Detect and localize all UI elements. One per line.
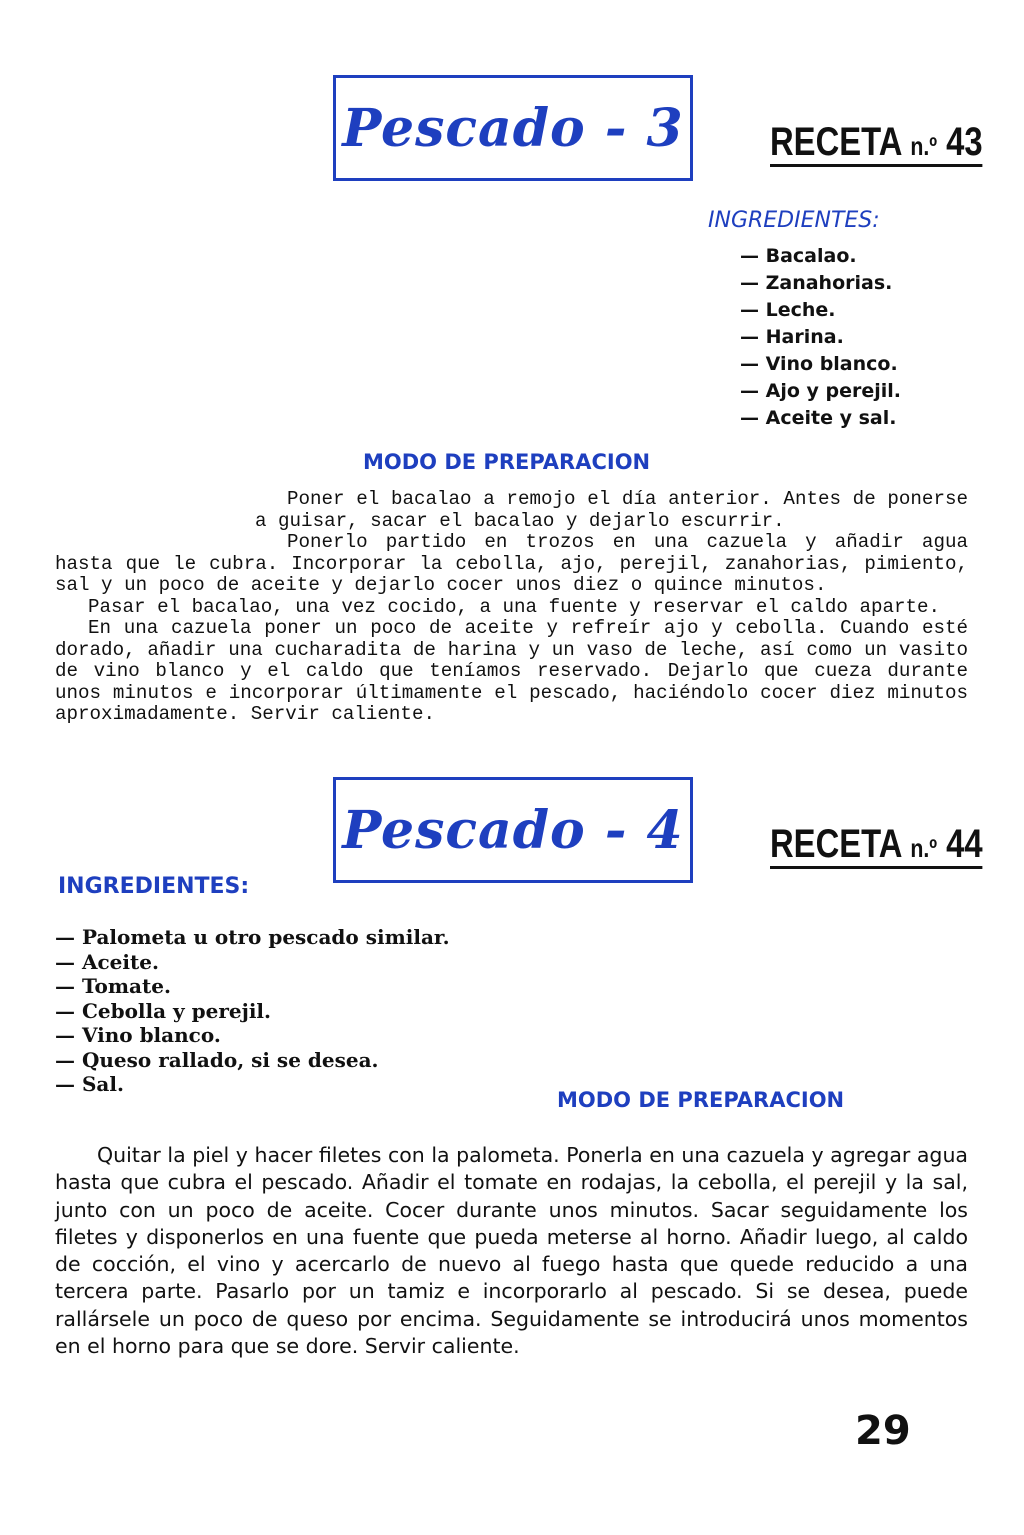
method-text: Quitar la piel y hacer filetes con la palometa. Ponerla en una cazuela y agregar agua hasta que cubra el pescado. Añadir el tomate en rodajas, la cebolla, el perejil y la sal, junto con un poco de aceite. Cocer durante unos minutos. Sacar seguidamente los filetes y disponerlos en una fuente que pueda meterse al horno. Añadir luego, al caldo de cocción, el vino y acercarlo de nuevo al fuego hasta que quede reducido a una tercera parte. Pasarlo por un tamiz e incorporarlo al pescado. Si se desea, puede rallársele un poco de queso por encima. Seguidamente se introducirá unos momentos en el horno para que se dore. Servir caliente.: [55, 1143, 968, 1359]
method-paragraph: Poner el bacalao a remojo el día anterior. Antes de ponerse a guisar, sacar el bacalao y dejarlo escurrir.: [255, 488, 968, 532]
ingredients-heading: INGREDIENTES:: [708, 208, 880, 233]
list-item: — Aceite y sal.: [740, 407, 897, 429]
list-item: — Tomate.: [55, 974, 171, 998]
page-number: 29: [855, 1408, 911, 1454]
recipe-title: Pescado - 3: [342, 97, 684, 159]
list-item: — Palometa u otro pescado similar.: [55, 925, 450, 949]
list-item: — Ajo y perejil.: [740, 380, 901, 402]
recipe-title-box: [333, 75, 693, 181]
recipe-title: Pescado - 4: [342, 799, 684, 861]
list-item: — Vino blanco.: [740, 353, 898, 375]
method-heading: MODO DE PREPARACION: [557, 1088, 845, 1112]
list-item: — Vino blanco.: [55, 1023, 221, 1047]
list-item: — Sal.: [55, 1072, 124, 1096]
recipe-number: RECETA n.º 44: [770, 822, 983, 869]
method-paragraph: Pasar el bacalao, una vez cocido, a una fuente y reservar el caldo aparte.: [88, 595, 941, 618]
method-paragraph: Ponerlo partido en trozos en una cazuela y añadir agua hasta que le cubra. Incorporar la cebolla, ajo, perejil, zanahorias, pimiento, sal y un poco de aceite y dejarlo cocer unos diez o quince minutos.: [55, 531, 968, 596]
ingredients-heading: INGREDIENTES:: [58, 874, 250, 899]
list-item: — Bacalao.: [740, 245, 857, 267]
method-paragraph: En una cazuela poner un poco de aceite y refreír ajo y cebolla. Cuando esté dorado, añadir una cucharadita de harina y un vaso de leche, así como un vasito de vino blanco y el caldo que teníamos reservado. Dejarlo que cueza durante unos minutos e incorporar últimamente el pescado, haciéndolo cocer diez minutos aproximadamente. Servir caliente.: [55, 617, 968, 725]
list-item: — Zanahorias.: [740, 272, 893, 294]
list-item: — Harina.: [740, 326, 844, 348]
method-heading: MODO DE PREPARACION: [363, 450, 651, 474]
recipe-number: RECETA n.º 43: [770, 120, 983, 167]
list-item: — Aceite.: [55, 949, 159, 974]
list-item: — Queso rallado, si se desea.: [55, 1047, 379, 1072]
recipe-title-box: [333, 777, 693, 883]
list-item: — Leche.: [740, 299, 836, 321]
method-text: [55, 489, 968, 726]
list-item: — Cebolla y perejil.: [55, 998, 271, 1023]
ingredients-list: [740, 243, 901, 432]
ingredients-list: [55, 925, 450, 1097]
